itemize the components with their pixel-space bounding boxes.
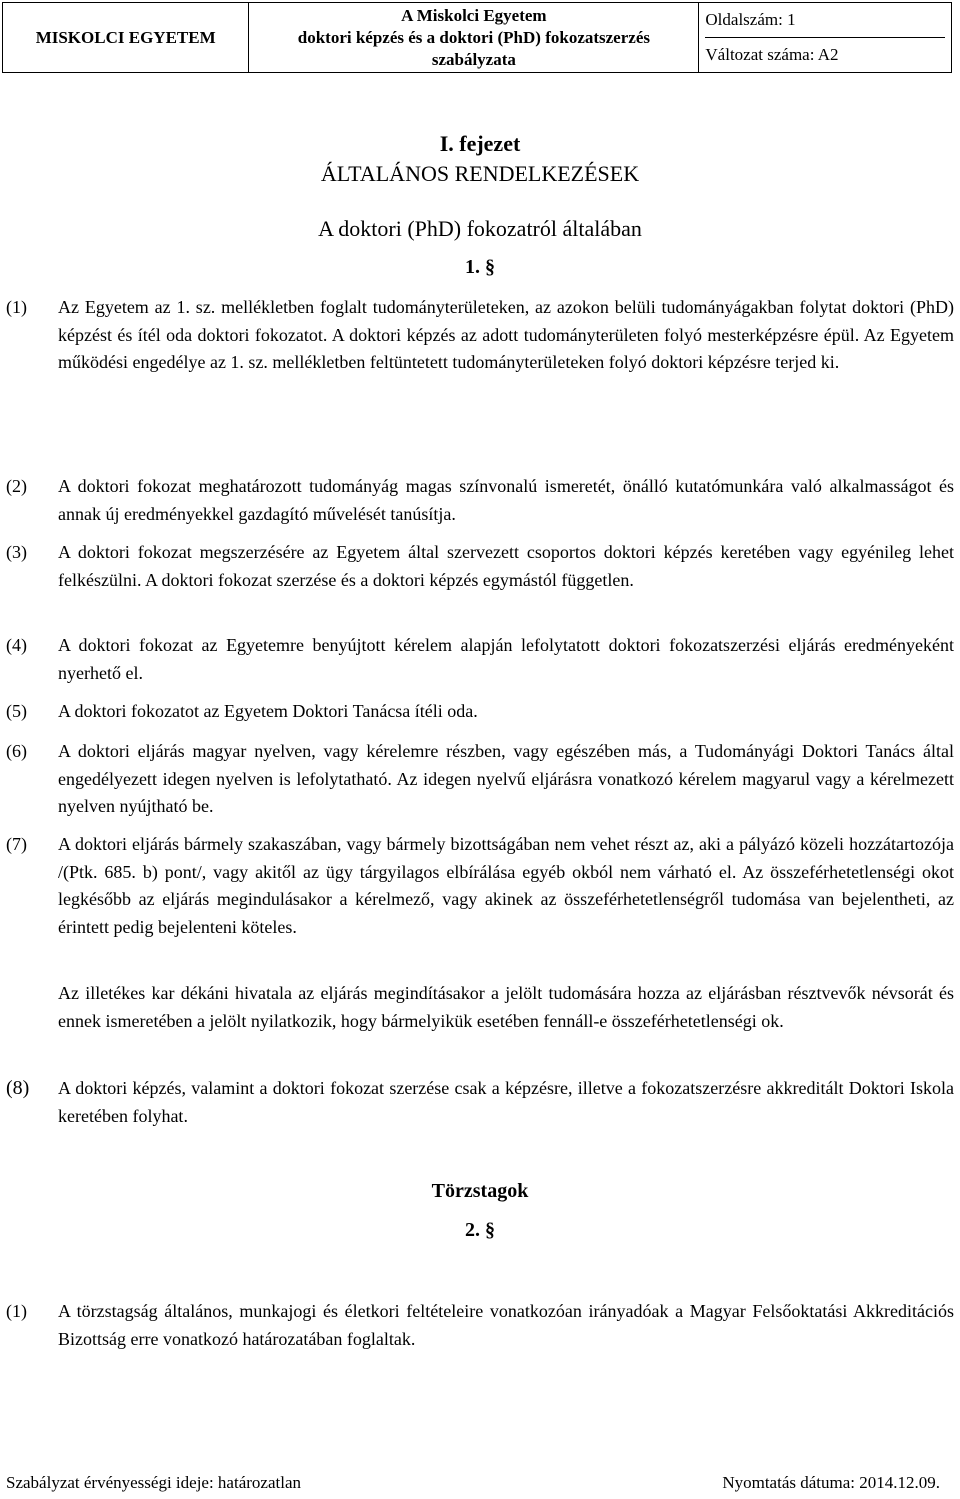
chapter-number: I. fejezet [439,131,521,156]
paragraph-text: A törzstagság általános, munkajogi és életkori feltételeire vonatkozóan irányadóak a Magyar Felsőoktatási Akkreditációs Bizottság erre vonatkozó határozatában foglaltak. [58,1301,954,1349]
paragraph-number: (1) [6,1301,27,1321]
paragraph-text: A doktori fokozatot az Egyetem Doktori Tanácsa ítéli oda. [58,701,478,721]
document-title [249,3,699,73]
paragraph-number: (1) [6,297,27,317]
paragraph-text: A doktori képzés, valamint a doktori fokozat szerzése csak a képzésre, illetve a fokozatszerzésre akkreditált Doktori Iskola keretében folyhat. [58,1078,954,1126]
footer-print-date: Nyomtatás dátuma: 2014.12.09. [722,1473,940,1492]
paragraph-text: A doktori eljárás bármely szakaszában, vagy bármely bizottságában nem vehet részt az, aki a pályázó közeli hozzátartozója /(Ptk. 685. b) pont/, vagy akitől az ügy tárgyilagos elbírálása egyéb okból nem várható el. Az összeférhetetlenségi okot legkésőbb az eljárás megindulásakor a kérelmező, vagy akinek az összeférhetetlenségről tudomása van bejelentheti, az érintett pedig bejelenteni köteles. [58,834,954,937]
paragraph-text: Az illetékes kar dékáni hivatala az eljárás megindításakor a jelölt tudomására hozza az eljárásban résztvevők névsorát és ennek ismeretében a jelölt nyilatkozik, hogy bármelyikük esetében fennáll-e összeférhetetlenségi ok. [58,983,954,1031]
document-title-line-1: A Miskolci Egyetem [401,5,547,25]
section-number: 2. § [465,1219,495,1241]
document-meta [699,3,952,73]
paragraph-text: Az Egyetem az 1. sz. mellékletben foglalt tudományterületeken, az azokon belüli tudományágakban folytat doktori (PhD) képzést és ítél oda doktori fokozatot. A doktori képzés az adott tudományterületen folyó mesterképzésre épül. Az Egyetem működési engedélye az 1. sz. mellékletben feltüntetett tudományterületeken folyó doktori képzésre terjed ki. [58,297,954,372]
chapter-title: ÁLTALÁNOS RENDELKEZÉSEK [320,161,640,186]
section-number: 1. § [465,256,495,278]
paragraph-number: (8) [6,1077,30,1099]
document-header [2,2,952,73]
paragraph-number: (4) [6,635,27,655]
footer-validity: Szabályzat érvényességi ideje: határozatlan [6,1473,301,1492]
paragraph-number: (3) [6,542,27,562]
chapter-subtitle: A doktori (PhD) fokozatról általában [318,216,642,241]
paragraph-text: A doktori fokozat megszerzésére az Egyetem által szervezett csoportos doktori képzés keretében vagy egyénileg lehet felkészülni. A doktori fokozat szerzése és a doktori képzés egymástól független. [58,542,954,590]
paragraph-number: (6) [6,741,27,761]
section-title: Törzstagok [431,1180,529,1202]
paragraph-number: (7) [6,834,27,854]
paragraph-number: (5) [6,701,27,721]
paragraph-text: A doktori fokozat meghatározott tudományág magas színvonalú ismeretét, önálló kutatómunkára való alkalmasságot és annak új eredményekkel gazdagító művelését tanúsítja. [58,476,954,524]
paragraph-text: A doktori fokozat az Egyetemre benyújtott kérelem alapján lefolytatott doktori fokozatszerzési eljárás eredményeként nyerhető el. [58,635,954,683]
paragraph-text: A doktori eljárás magyar nyelven, vagy kérelemre részben, vagy egészében más, a Tudományági Doktori Tanács által engedélyezett idegen nyelven is lefolytatható. Az idegen nyelvű eljárásra vonatkozó kérelem magyarul vagy a kérelmezett nyelven nyújtható be. [58,741,954,816]
version-number: Változat száma: A2 [705,45,839,64]
institution-name: MISKOLCI EGYETEM [3,3,249,73]
page-number: Oldalszám: 1 [705,3,945,38]
paragraph-number: (2) [6,476,27,496]
document-title-line-2: doktori képzés és a doktori (PhD) fokozatszerzés [297,27,650,47]
document-title-line-3: szabályzata [431,49,516,69]
